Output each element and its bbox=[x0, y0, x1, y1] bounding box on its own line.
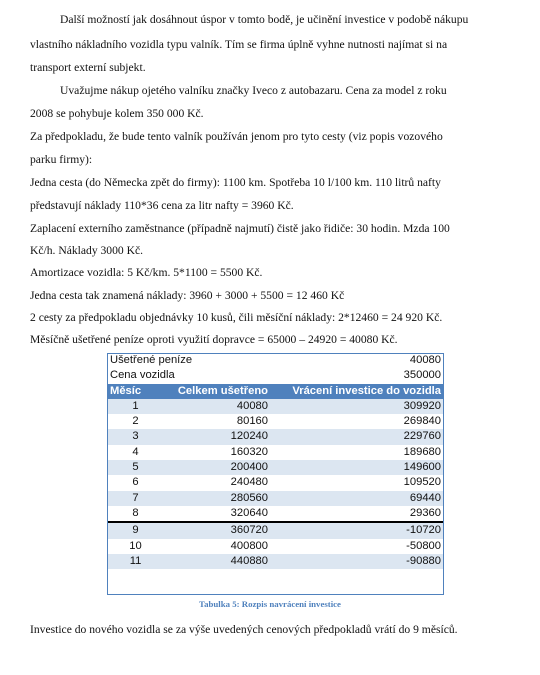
saved-cell: 160320 bbox=[164, 445, 271, 460]
month-cell: 6 bbox=[107, 475, 164, 490]
table-row bbox=[107, 491, 444, 506]
return-cell: 309920 bbox=[271, 399, 444, 414]
summary-value: 40080 bbox=[271, 353, 444, 368]
table-row bbox=[107, 399, 444, 414]
saved-cell: 80160 bbox=[164, 414, 271, 429]
summary-label: Ušetřené peníze bbox=[107, 353, 271, 368]
saved-cell: 40080 bbox=[164, 399, 271, 414]
month-cell: 10 bbox=[107, 539, 164, 554]
paragraph-line: Jedna cesta (do Německa zpět do firmy): 1100 km. Spotřeba 10 l/100 km. 110 litrů nafty bbox=[30, 176, 441, 189]
month-cell: 2 bbox=[107, 414, 164, 429]
paragraph-line: Uvažujme nákup ojetého valníku značky Iveco z autobazaru. Cena za model z roku bbox=[60, 84, 447, 97]
saved-cell: 400800 bbox=[164, 539, 271, 554]
month-cell: 7 bbox=[107, 491, 164, 506]
column-header-saved: Celkem ušetřeno bbox=[164, 384, 271, 399]
column-header-month: Měsíc bbox=[107, 384, 164, 399]
saved-cell: 440880 bbox=[164, 554, 271, 569]
return-cell: 29360 bbox=[271, 506, 444, 522]
return-cell: -10720 bbox=[271, 522, 444, 538]
summary-label: Cena vozidla bbox=[107, 368, 271, 383]
paragraph-line: transport externí subjekt. bbox=[30, 61, 146, 74]
month-cell: 4 bbox=[107, 445, 164, 460]
table-row bbox=[107, 460, 444, 475]
return-cell: 69440 bbox=[271, 491, 444, 506]
table-header-row bbox=[107, 384, 444, 399]
column-header-return: Vrácení investice do vozidla bbox=[271, 384, 444, 399]
table-row bbox=[107, 522, 444, 538]
return-cell: -50800 bbox=[271, 539, 444, 554]
paragraph-line: Za předpokladu, že bude tento valník používán jenom pro tyto cesty (viz popis vozového bbox=[30, 130, 443, 143]
summary-row bbox=[107, 353, 444, 368]
saved-cell: 320640 bbox=[164, 506, 271, 522]
paragraph-line: 2008 se pohybuje kolem 350 000 Kč. bbox=[30, 107, 204, 120]
paragraph-line: 2 cesty za předpokladu objednávky 10 kusů, čili měsíční náklady: 2*12460 = 24 920 Kč. bbox=[30, 311, 443, 324]
table-body bbox=[107, 399, 444, 569]
month-cell: 8 bbox=[107, 506, 164, 522]
month-cell: 5 bbox=[107, 460, 164, 475]
summary-row bbox=[107, 368, 444, 383]
table-row bbox=[107, 445, 444, 460]
paragraph-line: představují náklady 110*36 cena za litr nafty = 3960 Kč. bbox=[30, 199, 294, 212]
table-row bbox=[107, 506, 444, 522]
paragraph-line: Jedna cesta tak znamená náklady: 3960 + 3000 + 5500 = 12 460 Kč bbox=[30, 289, 345, 302]
return-cell: 269840 bbox=[271, 414, 444, 429]
paragraph-line: Měsíčně ušetřené peníze oproti využití dopravce = 65000 – 24920 = 40080 Kč. bbox=[30, 333, 398, 346]
table-row bbox=[107, 429, 444, 444]
table-summary bbox=[107, 353, 444, 399]
saved-cell: 200400 bbox=[164, 460, 271, 475]
paragraph-line: Kč/h. Náklady 3000 Kč. bbox=[30, 244, 144, 257]
table-caption: Tabulka 5: Rozpis navrácení investice bbox=[199, 599, 341, 609]
saved-cell: 120240 bbox=[164, 429, 271, 444]
return-cell: 149600 bbox=[271, 460, 444, 475]
paragraph-line: Amortizace vozidla: 5 Kč/km. 5*1100 = 5500 Kč. bbox=[30, 266, 263, 279]
conclusion-text: Investice do nového vozidla se za výše uvedených cenových předpokladů vrátí do 9 měsíců. bbox=[30, 623, 458, 636]
saved-cell: 360720 bbox=[164, 522, 271, 538]
month-cell: 1 bbox=[107, 399, 164, 414]
saved-cell: 240480 bbox=[164, 475, 271, 490]
paragraph-line: Zaplacení externího zaměstnance (případně najmutí) čistě jako řidiče: 30 hodin. Mzda 100 bbox=[30, 222, 450, 235]
month-cell: 9 bbox=[107, 522, 164, 538]
month-cell: 3 bbox=[107, 429, 164, 444]
table-row bbox=[107, 414, 444, 429]
month-cell: 11 bbox=[107, 554, 164, 569]
paragraph-line: vlastního nákladního vozidla typu valník. Tím se firma úplně vyhne nutnosti najímat si na bbox=[30, 38, 448, 51]
investment-return-table bbox=[107, 353, 444, 569]
saved-cell: 280560 bbox=[164, 491, 271, 506]
table-row bbox=[107, 475, 444, 490]
table-row bbox=[107, 539, 444, 554]
return-cell: -90880 bbox=[271, 554, 444, 569]
return-cell: 229760 bbox=[271, 429, 444, 444]
table-row bbox=[107, 554, 444, 569]
paragraph-line: parku firmy): bbox=[30, 153, 93, 166]
paragraph-line: Další možností jak dosáhnout úspor v tomto bodě, je učinění investice v podobě nákupu bbox=[60, 13, 469, 26]
return-cell: 109520 bbox=[271, 475, 444, 490]
summary-value: 350000 bbox=[271, 368, 444, 383]
return-cell: 189680 bbox=[271, 445, 444, 460]
